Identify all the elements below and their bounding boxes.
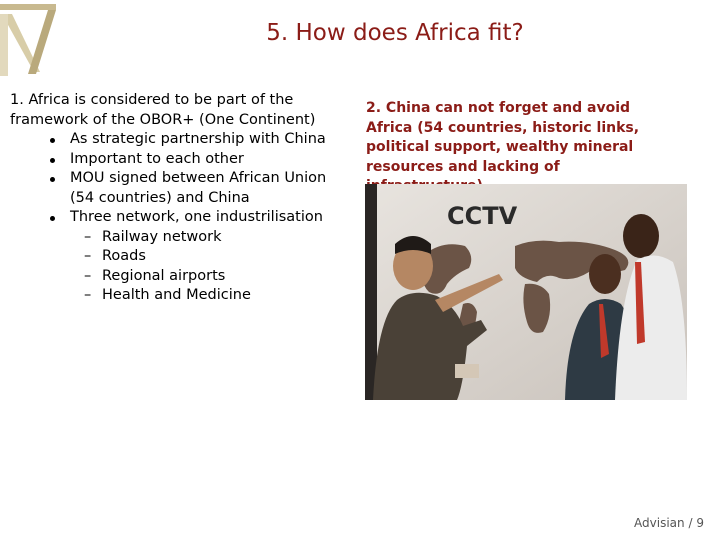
sub-list (10, 228, 340, 306)
sub-item: – Regional airports (10, 267, 340, 287)
bullet-list (10, 130, 340, 306)
bullet-item (10, 208, 340, 306)
photo (365, 184, 687, 400)
page-number: 9 (696, 516, 704, 530)
intro-text: 1. Africa is considered to be part of the framework of the OBOR+ (One Continent) (10, 92, 316, 128)
footer-separator: / (688, 516, 693, 530)
footer-brand: Advisian (634, 516, 685, 530)
bullet-item: As strategic partnership with China (10, 130, 340, 150)
bullet-item: Important to each other (10, 150, 340, 170)
sub-item: – Health and Medicine (10, 286, 340, 306)
left-column (10, 91, 340, 306)
cctv-logo: CCTV (447, 202, 518, 230)
photo-illustration (365, 184, 687, 400)
bullet-text: Three network, one industrilisation (70, 209, 323, 225)
sub-item: – Roads (10, 247, 340, 267)
right-heading: 2. China can not forget and avoid Africa (54 countries, historic links, political support, wealthy mineral resources and lacking of (366, 100, 640, 175)
slide-title: 5. How does Africa fit? (266, 20, 524, 46)
sub-item: – Railway network (10, 228, 340, 248)
bullet-item: MOU signed between African Union (54 countries) and China (10, 169, 340, 208)
footer (634, 516, 704, 530)
